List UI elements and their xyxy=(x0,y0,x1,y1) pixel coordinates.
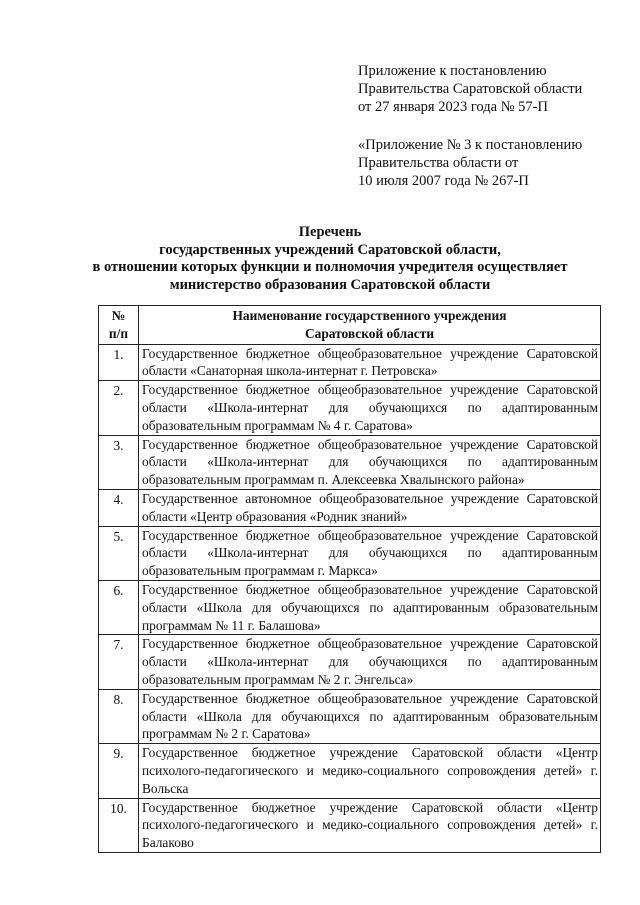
table-row xyxy=(99,689,601,743)
row-number: 1. xyxy=(99,344,139,381)
institutions-table xyxy=(98,305,601,853)
row-number: 4. xyxy=(99,489,139,526)
table-row xyxy=(99,798,601,852)
appendix-line: Правительства Саратовской области xyxy=(358,81,583,97)
row-number: 3. xyxy=(99,435,139,489)
header-name xyxy=(139,306,601,345)
title-line: государственных учреждений Саратовской области, xyxy=(159,241,501,258)
row-number: 8. xyxy=(99,689,139,743)
title-line: министерство образования Саратовской области xyxy=(169,276,491,293)
row-name: Государственное бюджетное общеобразовательное учреждение Саратовской области «Школа для обучающихся по адаптированным образовательным программам № 2 г. Саратова» xyxy=(139,689,601,743)
row-name: Государственное бюджетное общеобразовательное учреждение Саратовской области «Школа-интернат для обучающихся по адаптированным образовательным программам № 2 г. Энгельса» xyxy=(139,635,601,689)
row-number: 7. xyxy=(99,635,139,689)
table-row xyxy=(99,526,601,580)
row-name: Государственное бюджетное общеобразовательное учреждение Саратовской области «Школа-интернат для обучающихся по адаптированным образовательным программам г. Маркса» xyxy=(139,526,601,580)
row-number: 5. xyxy=(99,526,139,580)
table-header-row xyxy=(99,306,601,345)
row-number: 10. xyxy=(99,798,139,852)
title-line: в отношении которых функции и полномочия учредителя осуществляет xyxy=(92,259,568,275)
header-number-line: № xyxy=(111,308,126,323)
row-name: Государственное бюджетное учреждение Саратовской области «Центр психолого-педагогического и медико-социального сопровождения детей» г. Вольска xyxy=(139,744,601,798)
row-name: Государственное бюджетное общеобразовательное учреждение Саратовской области «Школа-интернат для обучающихся по адаптированным образовательным программам п. Алексеевка Хвалынского района» xyxy=(139,435,601,489)
appendix-line: 10 июля 2007 года № 267-П xyxy=(358,173,529,189)
row-name: Государственное бюджетное общеобразовательное учреждение Саратовской области «Санаторная школа-интернат г. Петровска» xyxy=(139,344,601,381)
appendix-line: от 27 января 2023 года № 57-П xyxy=(358,99,548,115)
appendix-current-resolution xyxy=(358,62,628,116)
row-name: Государственное автономное общеобразовательное учреждение Саратовской области «Центр образования «Родник знаний» xyxy=(139,489,601,526)
appendix-original-resolution xyxy=(358,136,628,190)
table-row xyxy=(99,489,601,526)
title-line: Перечень xyxy=(298,224,362,240)
table-row xyxy=(99,344,601,381)
header-number-line: п/п xyxy=(108,325,129,341)
appendix-line: Приложение к постановлению xyxy=(358,63,547,79)
appendix-line: Правительства области от xyxy=(358,155,519,171)
header-name-line: Наименование государственного учреждения xyxy=(232,308,507,323)
row-number: 9. xyxy=(99,744,139,798)
row-number: 2. xyxy=(99,381,139,435)
document-title xyxy=(60,224,600,294)
table-row xyxy=(99,381,601,435)
table-row xyxy=(99,580,601,634)
header-number xyxy=(99,306,139,345)
appendix-line: «Приложение № 3 к постановлению xyxy=(358,137,583,153)
row-number: 6. xyxy=(99,580,139,634)
table-row xyxy=(99,435,601,489)
header-name-line: Саратовской области xyxy=(304,325,435,341)
table-row xyxy=(99,744,601,798)
row-name: Государственное бюджетное учреждение Саратовской области «Центр психолого-педагогического и медико-социального сопровождения детей» г. Балаково xyxy=(139,798,601,852)
row-name: Государственное бюджетное общеобразовательное учреждение Саратовской области «Школа-интернат для обучающихся по адаптированным образовательным программам № 4 г. Саратова» xyxy=(139,381,601,435)
table-row xyxy=(99,635,601,689)
row-name: Государственное бюджетное общеобразовательное учреждение Саратовской области «Школа для обучающихся по адаптированным образовательным программам № 11 г. Балашова» xyxy=(139,580,601,634)
